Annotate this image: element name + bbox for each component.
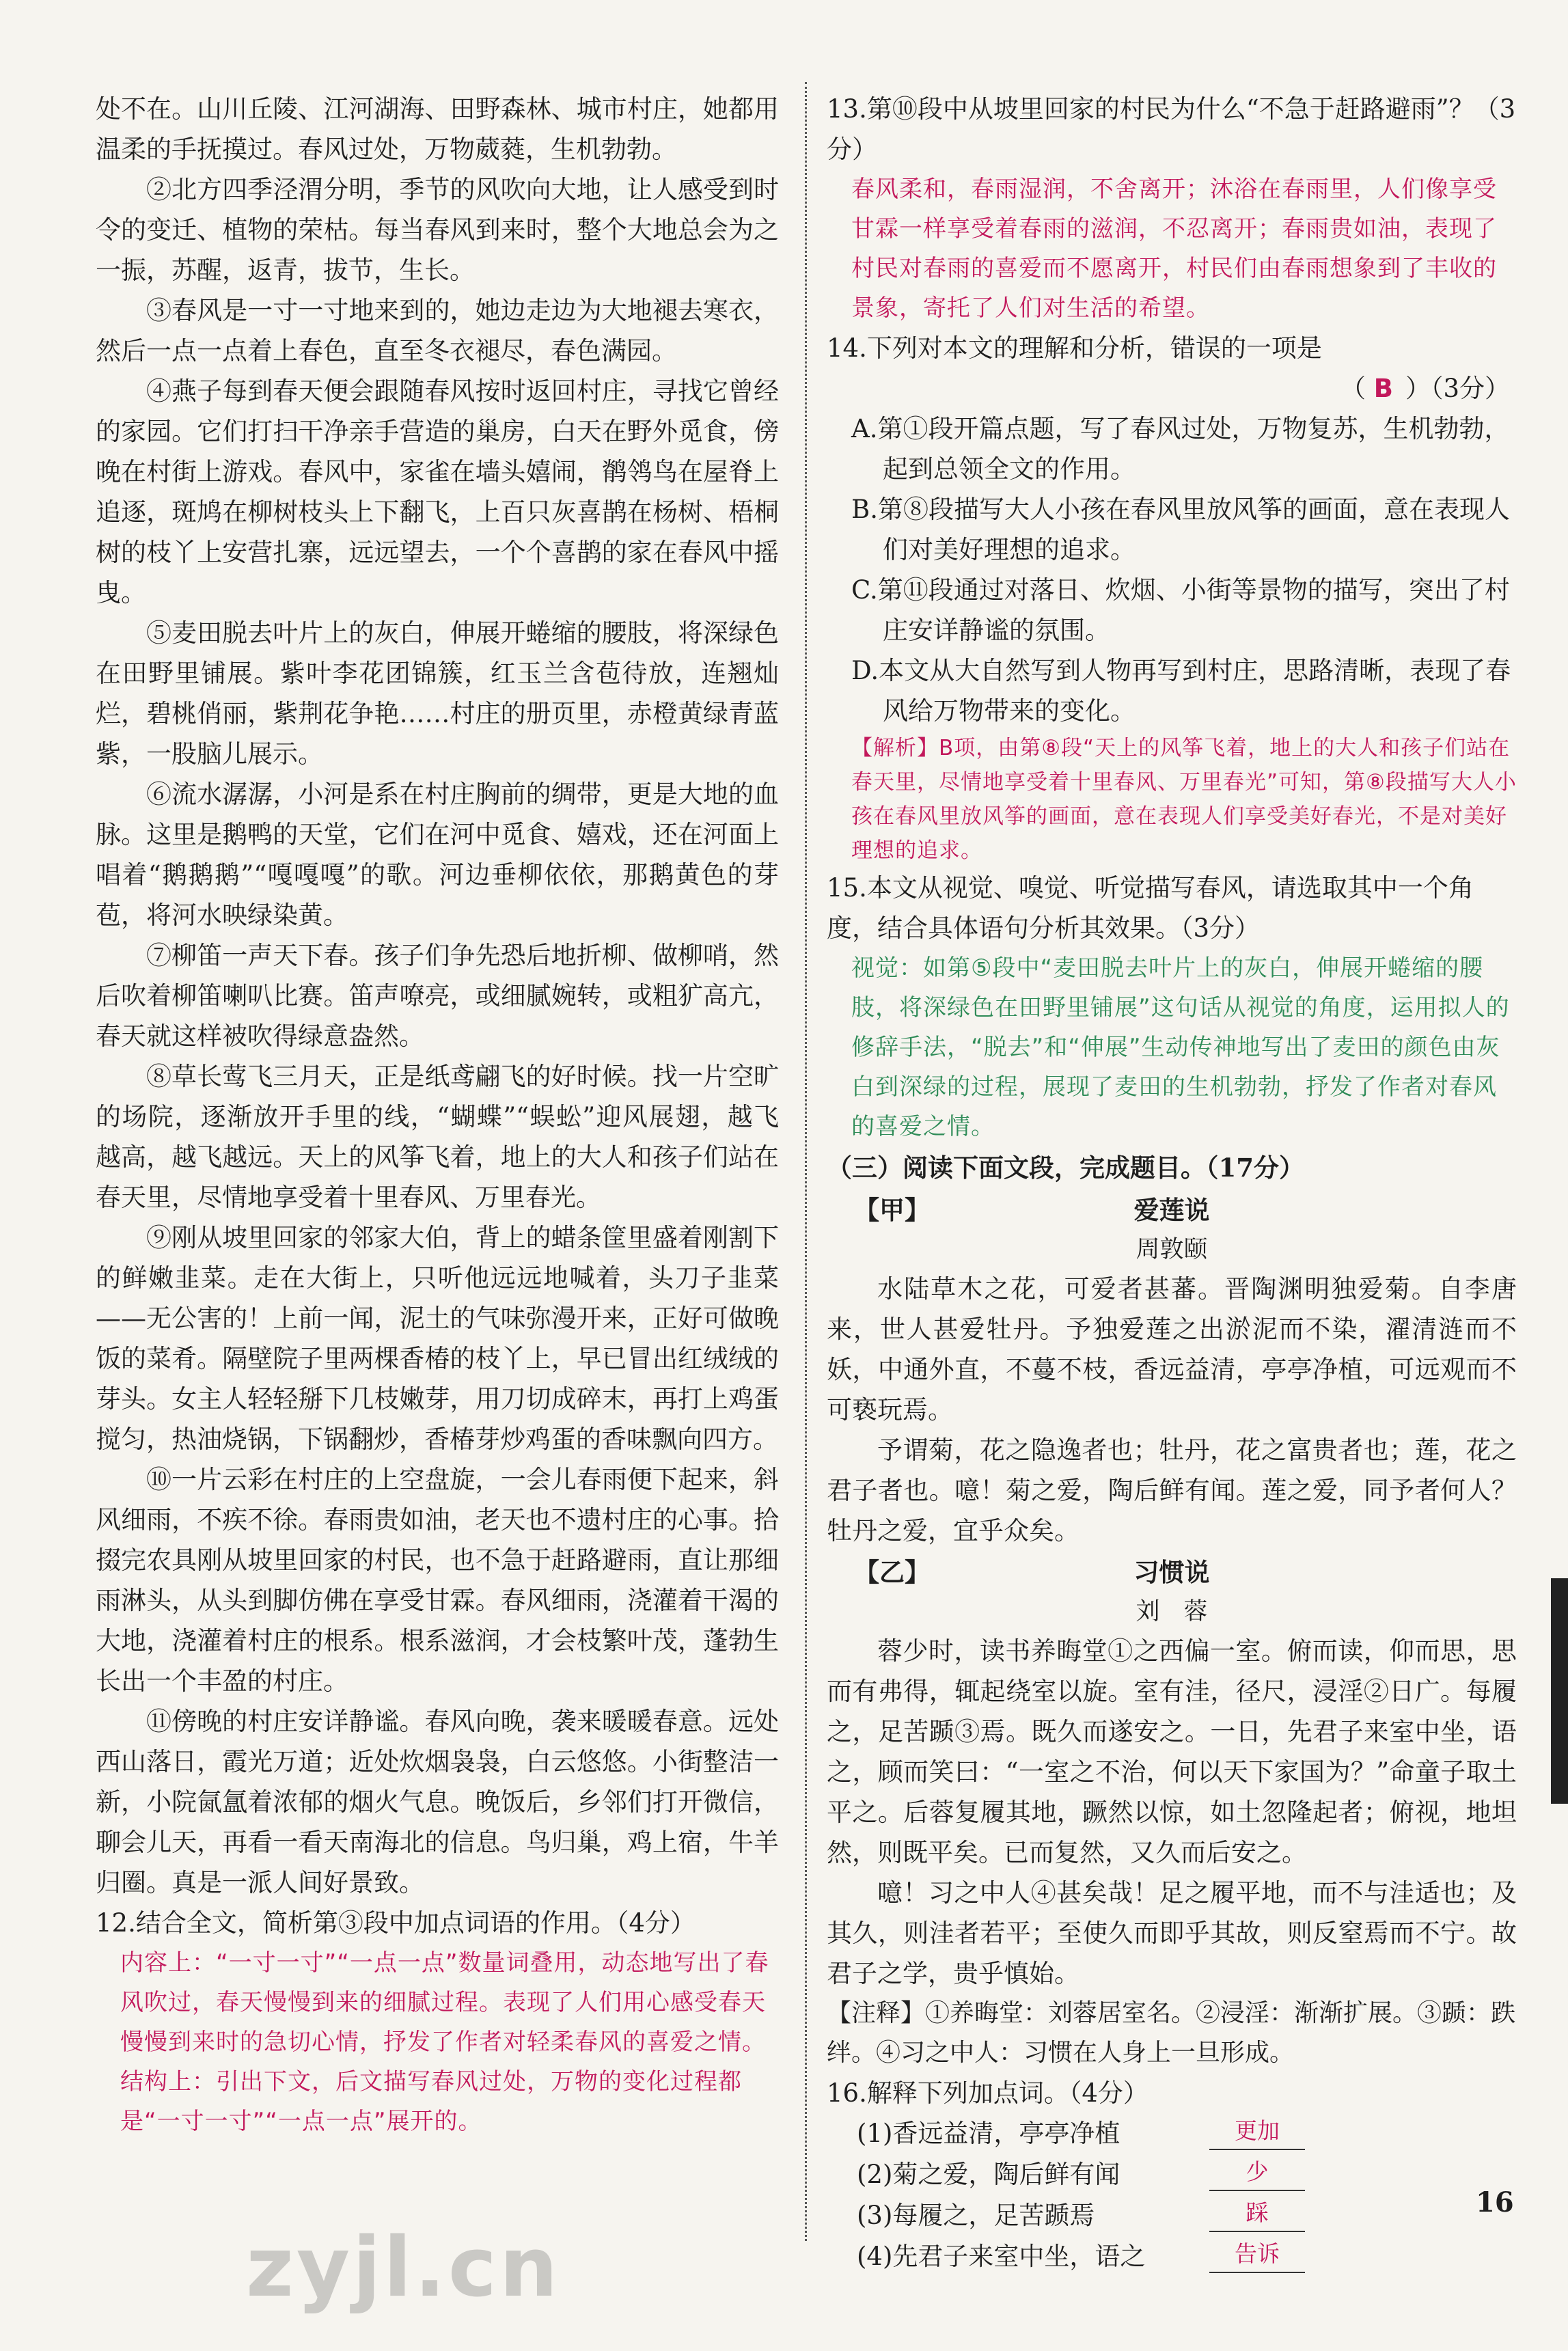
annotation-note: 【注释】①养晦堂：刘蓉居室名。②浸淫：渐渐扩展。③踬：跌绊。④习之中人：习惯在人身上一旦形成。 [827, 1999, 1516, 2067]
choice-option: B.第⑧段描写大人小孩在春风里放风筝的画面，意在表现人们对美好理想的追求。 [851, 495, 1510, 564]
question: 15.本文从视觉、嗅觉、听觉描写春风，请选取其中一个角度，结合具体语句分析其效果。（3分） [827, 873, 1474, 943]
choice-option: D.本文从大自然写到人物再写到村庄，思路清晰，表现了春风给万物带来的变化。 [851, 656, 1511, 726]
gloss-answer: 踩 [1209, 2195, 1305, 2232]
paragraph: ③春风是一寸一寸地来到的，她边走边为大地褪去寒衣，然后一点一点着上春色，直至冬衣褪尽，春色满园。 [96, 296, 779, 366]
right-column [827, 89, 1517, 2277]
passage-header [827, 1189, 1517, 1231]
gloss-answer: 更加 [1209, 2113, 1305, 2150]
author-name: 周敦颐 [1136, 1236, 1208, 1263]
paragraph: ⑥流水潺潺，小河是系在村庄胸前的绸带，更是大地的血脉。这里是鹅鸭的天堂，它们在河中觅食、嬉戏，还在河面上唱着“鹅鹅鹅”“嘎嘎嘎”的歌。河边垂柳依依，那鹅黄色的芽苞，将河水映绿染黄。 [96, 780, 779, 930]
paragraph: ⑦柳笛一声天下春。孩子们争先恐后地折柳、做柳哨，然后吹着柳笛喇叭比赛。笛声嘹亮，或细腻婉转，或粗犷高亢，春天就这样被吹得绿意盎然。 [96, 941, 779, 1051]
paragraph: ⑪傍晚的村庄安详静谧。春风向晚，袭来暖暖春意。远处西山落日，霞光万道；近处炊烟袅袅，白云悠悠。小街整洁一新，小院氤氲着浓郁的烟火气息。晚饭后，乡邻们打开微信，聊会儿天，再看一看天南海北的信息。鸟归巢，鸡上宿，牛羊归圈。真是一派人间好景致。 [96, 1707, 779, 1897]
paragraph: 水陆草木之花，可爱者甚蕃。晋陶渊明独爱菊。自李唐来，世人甚爱牡丹。予独爱莲之出淤泥而不染，濯清涟而不妖，中通外直，不蔓不枝，香远益清，亭亭净植，可远观而不可亵玩焉。 [827, 1274, 1517, 1425]
left-column [96, 89, 779, 2141]
paragraph: 处不在。山川丘陵、江河湖海、田野森林、城市村庄，她都用温柔的手抚摸过。春风过处，万物葳蕤，生机勃勃。 [96, 94, 779, 164]
gloss-item [827, 2236, 1517, 2277]
paragraph: ②北方四季泾渭分明，季节的风吹向大地，让人感受到时令的变迁、植物的荣枯。每当春风到来时，整个大地总会为之一振，苏醒，返青，拔节，生长。 [96, 175, 779, 285]
answer-handwritten: 视觉：如第⑤段中“麦田脱去叶片上的灰白，伸展开蜷缩的腰肢，将深绿色在田野里铺展”这句话从视觉的角度，运用拟人的修辞手法，“脱去”和“伸展”生动传神地写出了麦田的颜色由灰白到深绿的过程，展现了麦田的生机勃勃，抒发了作者对春风的喜爱之情。 [851, 954, 1510, 1140]
question: 13.第⑩段中从坡里回家的村民为什么“不急于赶路避雨”？（3分） [827, 94, 1516, 164]
analysis-note: 【解析】B项，由第⑧段“天上的风筝飞着，地上的大人和孩子们站在春天里，尽情地享受着十里春风、万里春光”可知，第⑧段描写大人小孩在春风里放风筝的画面，意在表现人们享受美好春光，不是对美好理想的追求。 [851, 736, 1517, 863]
paragraph: ⑤麦田脱去叶片上的灰白，伸展开蜷缩的腰肢，将深绿色在田野里铺展。紫叶李花团锦簇，红玉兰含苞待放，连翘灿烂，碧桃俏丽，紫荆花争艳……村庄的册页里，赤橙黄绿青蓝紫，一股脑儿展示。 [96, 618, 779, 769]
paragraph: ⑨刚从坡里回家的邻家大伯，背上的蜡条筐里盛着刚割下的鲜嫩韭菜。走在大街上，只听他远远地喊着，头刀子韭菜——无公害的！上前一闻，泥土的气味弥漫开来，正好可做晚饭的菜肴。隔壁院子里两棵香椿的枝丫上，早已冒出红绒绒的芽头。女主人轻轻掰下几枝嫩芽，用刀切成碎末，再打上鸡蛋搅匀，热油烧锅，下锅翻炒，香椿芽炒鸡蛋的香味飘向四方。 [96, 1223, 779, 1454]
gloss-item [827, 2195, 1517, 2236]
gloss-answer: 告诉 [1209, 2236, 1305, 2273]
gloss-phrase: (2)菊之爱，陶后鲜有闻 [857, 2160, 1120, 2189]
question: 12.结合全文，简析第③段中加点词语的作用。（4分） [96, 1908, 696, 1938]
question: 16.解释下列加点词。（4分） [827, 2078, 1149, 2108]
paragraph: 蓉少时，读书养晦堂①之西偏一室。俯而读，仰而思，思而有弗得，辄起绕室以旋。室有洼，径尺，浸淫②日广。每履之，足苦踬③焉。既久而遂安之。一日，先君子来室中坐，语之，顾而笑曰：“一室之不治，何以天下家国为？”命童子取土平之。后蓉复履其地，蹶然以惊，如土忽隆起者；俯视，地坦然，则既平矣。已而复然，又久而后安之。 [827, 1636, 1517, 1867]
watermark: zyjl.cn [246, 2221, 561, 2315]
paragraph: 予谓菊，花之隐逸者也；牡丹，花之富贵者也；莲，花之君子者也。噫！菊之爱，陶后鲜有闻。莲之爱，同予者何人？牡丹之爱，宜乎众矣。 [827, 1435, 1517, 1545]
passage-tag: 【乙】 [854, 1557, 930, 1587]
passage-tag: 【甲】 [854, 1195, 930, 1225]
paragraph: ⑧草长莺飞三月天，正是纸鸢翩飞的好时候。找一片空旷的场院，逐渐放开手里的线，“蝴蝶”“蜈蚣”迎风展翅，越飞越高，越飞越远。天上的风筝飞着，地上的大人和孩子们站在春天里，尽情地享受着十里春风、万里春光。 [96, 1062, 779, 1212]
passage-title: 爱莲说 [1133, 1195, 1210, 1225]
gloss-phrase: (3)每履之，足苦踬焉 [857, 2201, 1095, 2230]
paragraph: ⑩一片云彩在村庄的上空盘旋，一会儿春雨便下起来，斜风细雨，不疾不徐。春雨贵如油，老天也不遗村庄的心事。拾掇完农具刚从坡里回家的村民，也不急于赶路避雨，直让那细雨淋头，从头到脚仿佛在享受甘霖。春风细雨，浇灌着干渴的大地，浇灌着村庄的根系。根系滋润，才会枝繁叶茂，蓬勃生长出一个丰盈的村庄。 [96, 1465, 779, 1696]
gloss-phrase: (4)先君子来室中坐，语之 [857, 2242, 1146, 2271]
selected-choice: B [1373, 374, 1393, 403]
answer-handwritten: 春风柔和，春雨湿润，不舍离开；沐浴在春雨里，人们像享受甘霖一样享受着春雨的滋润，不忍离开；春雨贵如油，表现了村民对春雨的喜爱而不愿离开，村民们由春雨想象到了丰收的景象，寄托了人们对生活的希望。 [851, 176, 1497, 322]
author-name: 刘 蓉 [1136, 1598, 1208, 1625]
section-heading: （三）阅读下面文段，完成题目。（17分） [827, 1153, 1304, 1183]
gloss-item [827, 2113, 1517, 2154]
column-divider [805, 82, 807, 2241]
page-number: 16 [1476, 2186, 1514, 2218]
passage-title: 习惯说 [1133, 1557, 1210, 1587]
gloss-item [827, 2154, 1517, 2195]
choice-option: A.第①段开篇点题，写了春风过处，万物复苏，生机勃勃，起到总领全文的作用。 [851, 414, 1510, 484]
answer-handwritten: 内容上：“一寸一寸”“一点一点”数量词叠用，动态地写出了春风吹过，春天慢慢到来的细腻过程。表现了人们用心感受春天慢慢到来时的急切心情，抒发了作者对轻柔春风的喜爱之情。结构上：引出下文，后文描写春风过处，万物的变化过程都是“一寸一寸”“一点一点”展开的。 [120, 1949, 769, 2135]
paragraph: 噫！习之中人④甚矣哉！足之履平地，而不与洼适也；及其久，则洼者若平；至使久而即乎其故，则反窒焉而不宁。故君子之学，贵乎慎始。 [827, 1878, 1517, 1988]
choice-option: C.第⑪段通过对落日、炊烟、小街等景物的描写，突出了村庄安详静谧的氛围。 [851, 575, 1510, 645]
gloss-phrase: (1)香远益清，亭亭净植 [857, 2119, 1120, 2148]
edge-tab-mark [1551, 1578, 1568, 1804]
answer-choice-line: （ B ）（3分） [1340, 374, 1510, 403]
paragraph: ④燕子每到春天便会跟随春风按时返回村庄，寻找它曾经的家园。它们打扫干净亲手营造的巢房，白天在野外觅食，傍晚在村街上游戏。春风中，家雀在墙头嬉闹，鹡鸰鸟在屋脊上追逐，斑鸠在柳树枝头上下翻飞，上百只灰喜鹊在杨树、梧桐树的枝丫上安营扎寨，远远望去，一个个喜鹊的家在春风中摇曳。 [96, 376, 779, 607]
passage-header [827, 1551, 1517, 1593]
question: 14.下列对本文的理解和分析，错误的一项是 [827, 333, 1322, 363]
gloss-answer: 少 [1209, 2154, 1305, 2191]
